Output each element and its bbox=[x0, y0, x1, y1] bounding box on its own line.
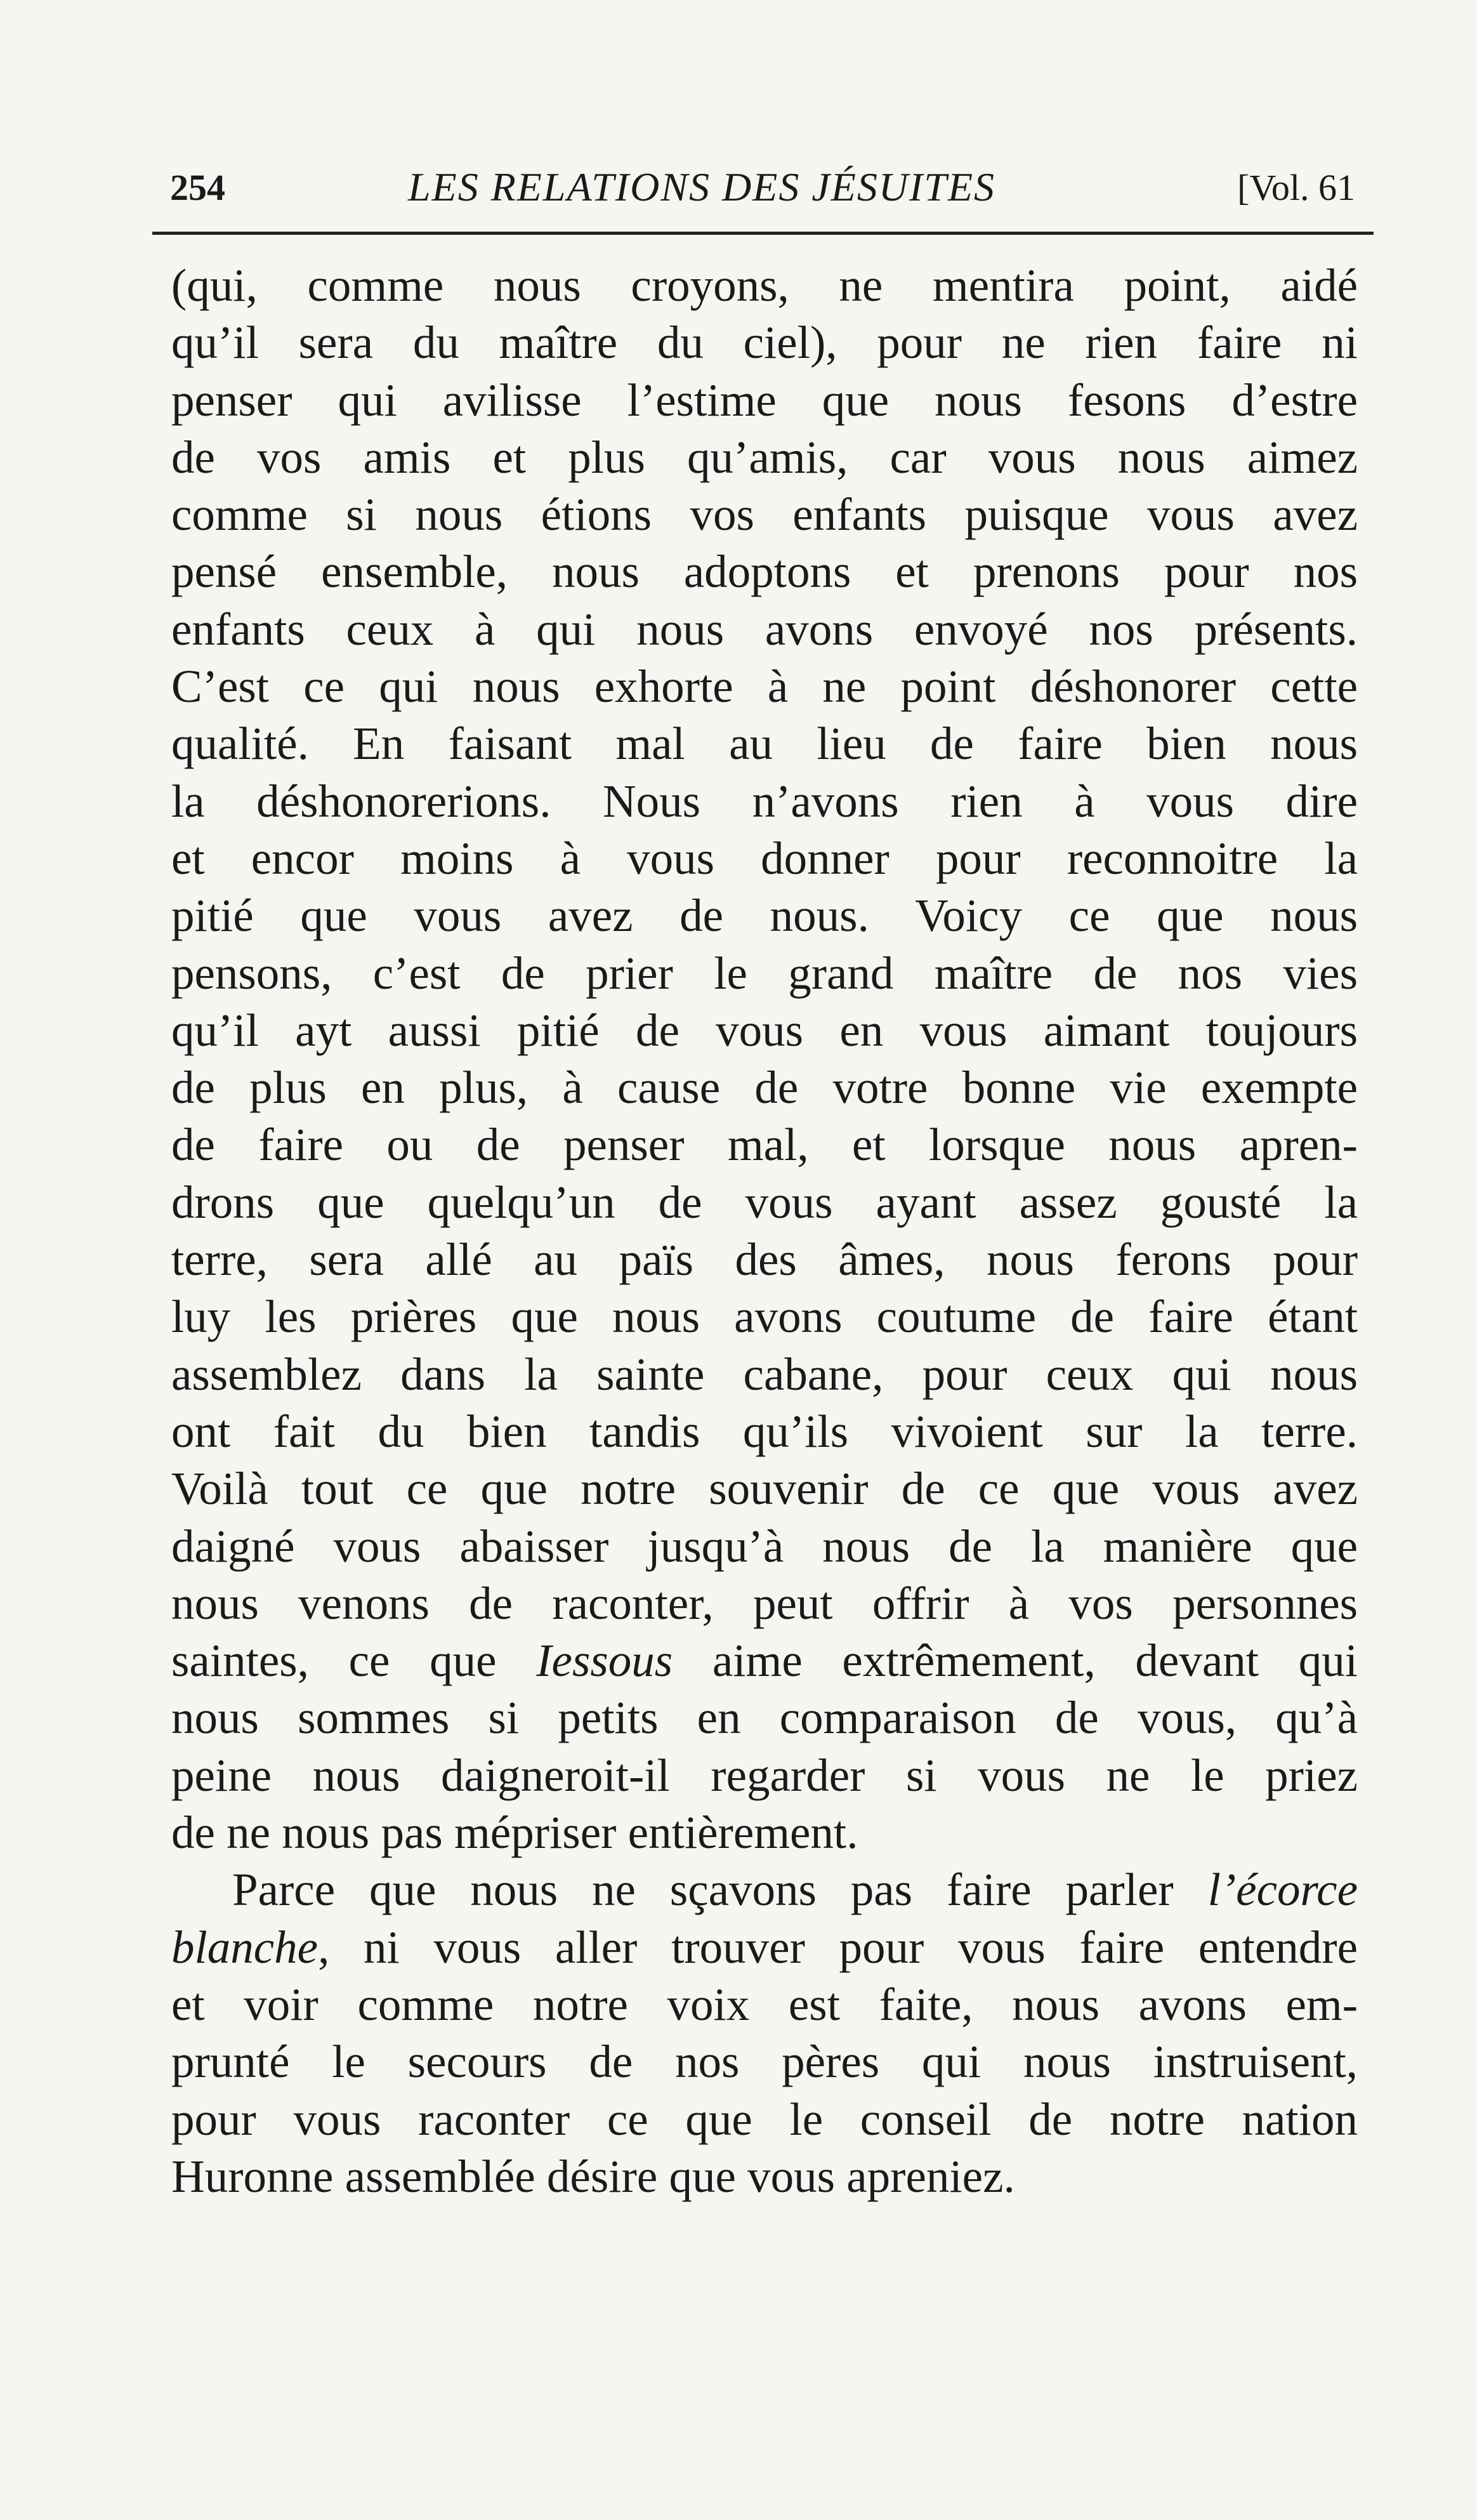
volume-label: [Vol. 61 bbox=[1237, 167, 1355, 208]
italic-word: l’écorce bbox=[1207, 1864, 1358, 1916]
italic-word: blanche bbox=[171, 1921, 318, 1973]
running-header bbox=[170, 159, 1355, 216]
text-line: nous venons de raconter, peut offrir à vos personnes bbox=[171, 1577, 1358, 1629]
text-line: enfants ceux à qui nous avons envoyé nos présents. bbox=[171, 603, 1358, 655]
text-run: saintes, ce que bbox=[171, 1635, 537, 1687]
text-line: (qui, comme nous croyons, ne mentira point, aidé bbox=[171, 260, 1358, 311]
text-line: comme si nous étions vos enfants puisque vous avez bbox=[171, 489, 1358, 541]
text-line: peine nous daigneroit-il regarder si vous ne le priez bbox=[171, 1749, 1358, 1801]
text-line: pensé ensemble, nous adoptons et prenons pour nos bbox=[171, 546, 1358, 598]
text-run: Parce que nous ne sçavons pas faire parler bbox=[232, 1864, 1208, 1916]
text-line bbox=[171, 1861, 1358, 1918]
text-line: assemblez dans la sainte cabane, pour ceux qui nous bbox=[171, 1348, 1358, 1400]
text-line: la déshonorerions. Nous n’avons rien à vous dire bbox=[171, 775, 1358, 827]
text-line: et voir comme notre voix est faite, nous avons em- bbox=[171, 1978, 1358, 2030]
running-title: LES RELATIONS DES JÉSUITES bbox=[408, 164, 996, 209]
text-line: de vos amis et plus qu’amis, car vous nous aimez bbox=[171, 431, 1358, 483]
text-line: de ne nous pas mépriser entièrement. bbox=[171, 1807, 858, 1859]
text-line: luy les prières que nous avons coutume de faire étant bbox=[171, 1291, 1358, 1343]
text-line: C’est ce qui nous exhorte à ne point déshonorer cette bbox=[171, 661, 1358, 713]
text-line: de faire ou de penser mal, et lorsque nous apren- bbox=[171, 1119, 1358, 1171]
text-line: pour vous raconter ce que le conseil de notre nation bbox=[171, 2093, 1358, 2145]
text-line bbox=[171, 1919, 1358, 1976]
text-line: nous sommes si petits en comparaison de vous, qu’à bbox=[171, 1692, 1358, 1744]
text-line: daigné vous abaisser jusqu’à nous de la manière que bbox=[171, 1520, 1358, 1572]
text-line: terre, sera allé au païs des âmes, nous ferons pour bbox=[171, 1234, 1358, 1286]
text-line: Voilà tout ce que notre souvenir de ce que vous avez bbox=[171, 1463, 1358, 1515]
text-line: et encor moins à vous donner pour reconnoitre la bbox=[171, 832, 1358, 884]
text-line: drons que quelqu’un de vous ayant assez gousté la bbox=[171, 1176, 1358, 1228]
text-line: qualité. En faisant mal au lieu de faire bien nous bbox=[171, 718, 1358, 770]
header-rule bbox=[152, 232, 1374, 235]
text-line: pitié que vous avez de nous. Voicy ce que nous bbox=[171, 890, 1358, 942]
text-line: de plus en plus, à cause de votre bonne vie exempte bbox=[171, 1062, 1358, 1114]
page-number: 254 bbox=[170, 167, 225, 208]
text-line: penser qui avilisse l’estime que nous fesons d’estre bbox=[171, 374, 1358, 426]
text-line bbox=[171, 1632, 1358, 1689]
text-run: aime extrêmement, devant qui bbox=[673, 1635, 1358, 1687]
italic-word: Iessous bbox=[536, 1635, 673, 1687]
text-line: qu’il ayt aussi pitié de vous en vous aimant toujours bbox=[171, 1004, 1358, 1056]
text-line: Huronne assemblée désire que vous apreniez. bbox=[171, 2150, 1015, 2202]
body-text bbox=[171, 257, 1358, 2205]
text-run: , ni vous aller trouver pour vous faire entendre bbox=[318, 1921, 1358, 1973]
text-line: prunté le secours de nos pères qui nous instruisent, bbox=[171, 2036, 1358, 2088]
text-line: ont fait du bien tandis qu’ils vivoient sur la terre. bbox=[171, 1405, 1358, 1457]
text-line: pensons, c’est de prier le grand maître de nos vies bbox=[171, 947, 1358, 999]
text-line: qu’il sera du maître du ciel), pour ne rien faire ni bbox=[171, 317, 1358, 369]
